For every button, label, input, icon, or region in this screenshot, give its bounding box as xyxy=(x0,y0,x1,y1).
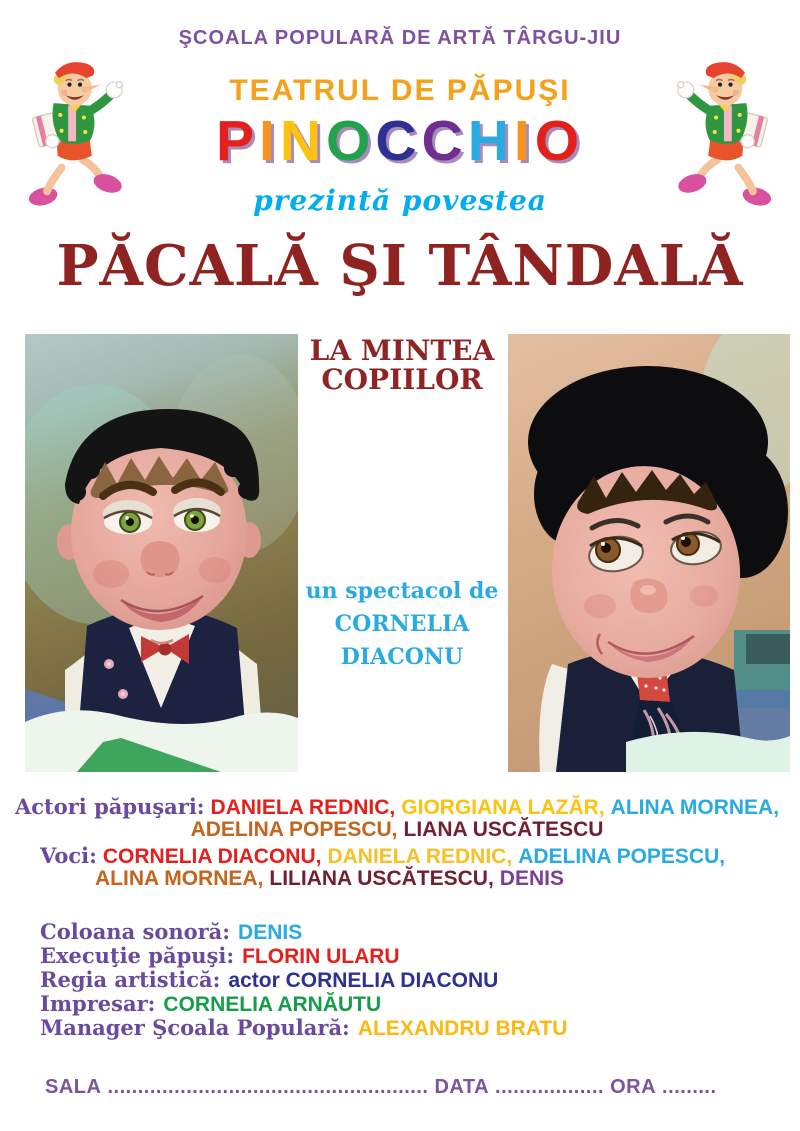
production-line-puppet-maker xyxy=(40,943,400,969)
ora-label: ORA xyxy=(610,1076,657,1098)
subtitle-line-2: COPIILOR xyxy=(321,363,483,397)
production-value: DENIS xyxy=(238,921,303,944)
school-name-line: ŞCOALA POPULARĂ DE ARTĂ TÂRGU-JIU xyxy=(178,27,622,49)
data-blank-dots: .................. xyxy=(495,1076,605,1098)
production-label: Execuţie păpuşi: xyxy=(40,943,235,968)
brand-letter: I xyxy=(513,109,535,173)
brand-letter: N xyxy=(279,109,326,173)
production-label: Regia artistică: xyxy=(40,967,221,992)
tagline: prezintă povestea xyxy=(253,184,547,217)
production-label: Impresar: xyxy=(40,991,156,1016)
credits-voices-line-1 xyxy=(40,843,731,869)
credits-actors-line-2 xyxy=(0,818,800,842)
spectacle-credit xyxy=(294,575,510,674)
puppet-photo-right xyxy=(508,334,790,772)
credit-name: CORNELIA DIACONU, xyxy=(102,845,322,868)
data-label: DATA xyxy=(434,1076,490,1098)
production-line-manager xyxy=(40,1015,567,1041)
brand-letter: O xyxy=(534,109,585,173)
production-line-soundtrack xyxy=(40,919,302,945)
brand-title-pinocchio xyxy=(0,108,800,174)
credit-name: ADELINA POPESCU, xyxy=(190,818,398,841)
production-value: CORNELIA ARNĂUTU xyxy=(163,993,382,1016)
spectacle-line-2: CORNELIA xyxy=(334,611,470,637)
credit-name: GIORGIANA LAZĂR, xyxy=(401,796,605,819)
credit-name: DANIELA REDNIC, xyxy=(327,845,513,868)
credit-name: LIANA USCĂTESCU xyxy=(403,818,604,841)
credit-name: LILIANA USCĂTESCU, xyxy=(269,867,494,890)
credit-name: ADELINA POPESCU, xyxy=(518,845,726,868)
theater-name-line: TEATRUL DE PĂPUŞI xyxy=(229,74,571,107)
production-label: Coloana sonoră: xyxy=(40,919,231,944)
brand-letter: I xyxy=(258,109,280,173)
credit-name: DENIS xyxy=(499,867,564,890)
show-subtitle xyxy=(294,336,510,395)
ora-blank-dots: ......... xyxy=(662,1076,717,1098)
sala-label: SALA xyxy=(45,1076,102,1098)
show-title: PĂCALĂ ŞI TÂNDALĂ xyxy=(56,233,744,299)
production-label: Manager Şcoala Populară: xyxy=(40,1015,350,1040)
credit-name: ALINA MORNEA, xyxy=(610,796,780,819)
puppet-photo-left xyxy=(25,334,298,772)
credit-name: ALINA MORNEA, xyxy=(95,867,264,890)
credits-voices-line-2 xyxy=(95,867,570,891)
spectacle-line-1: un spectacol de xyxy=(305,578,499,604)
sala-blank-dots: ..................................................... xyxy=(107,1076,429,1098)
credit-label: Voci: xyxy=(40,843,97,868)
production-line-impresario xyxy=(40,991,381,1017)
production-value: actor CORNELIA DIACONU xyxy=(228,969,499,992)
production-line-director xyxy=(40,967,498,993)
brand-letter: O xyxy=(326,109,376,173)
brand-letter: C xyxy=(375,109,422,173)
brand-letter: P xyxy=(215,109,259,173)
subtitle-line-1: LA MINTEA xyxy=(309,334,495,367)
brand-letter: C xyxy=(421,109,468,173)
brand-letter: H xyxy=(467,109,514,173)
credits-actors-line-1 xyxy=(0,794,800,820)
spectacle-line-3: DIACONU xyxy=(340,644,464,670)
credit-name: DANIELA REDNIC, xyxy=(210,796,396,819)
credit-label: Actori păpuşari: xyxy=(14,794,205,819)
production-value: FLORIN ULARU xyxy=(242,945,400,968)
production-value: ALEXANDRU BRATU xyxy=(357,1017,568,1040)
venue-date-time-line xyxy=(45,1076,775,1099)
